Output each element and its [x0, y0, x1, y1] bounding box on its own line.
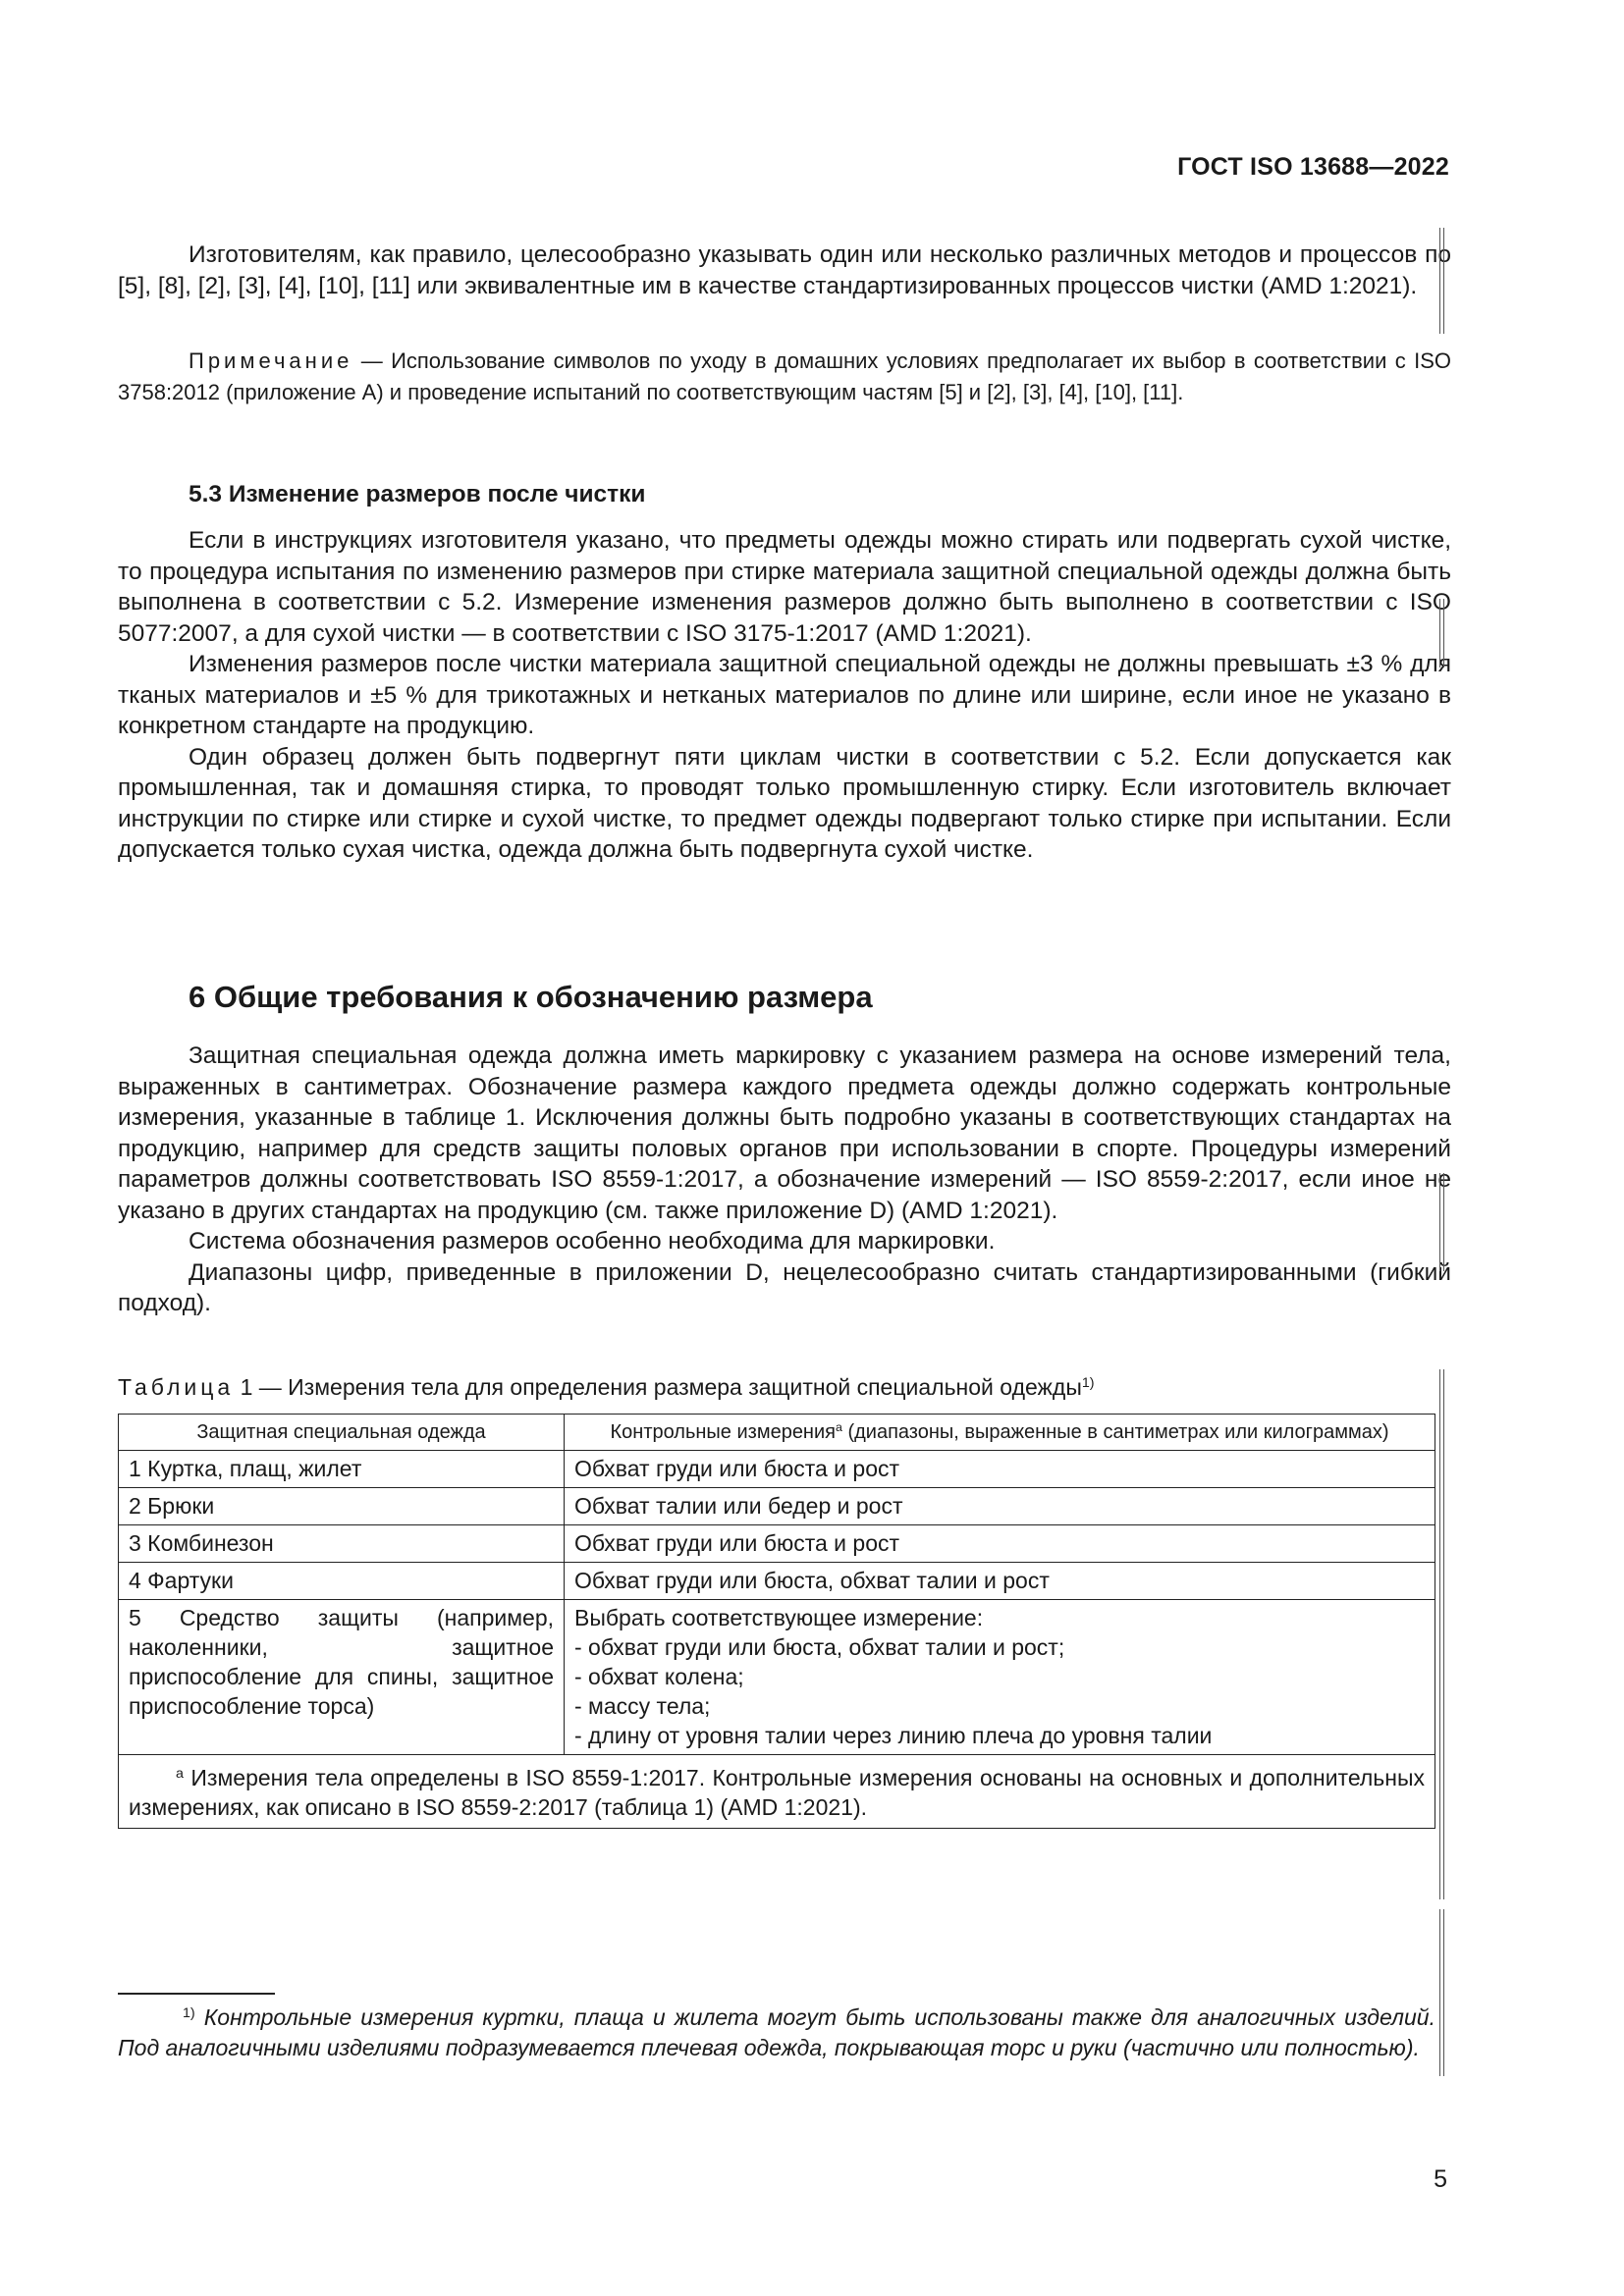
table-header-footnote-ref: a [835, 1420, 842, 1435]
document-id: ГОСТ ISO 13688—2022 [1177, 153, 1449, 181]
section-6-para-2: Система обозначения размеров особенно необходима для маркировки. [189, 1228, 996, 1255]
table-row [119, 1451, 1435, 1488]
table-cell-measure: Обхват талии или бедер и рост [565, 1488, 1435, 1525]
revision-bar [1439, 1909, 1444, 2076]
section-5-3-body [118, 525, 1451, 866]
table-cell-item: 5 Средство защиты (например, наколенники, защитное приспособление для спины, защитное приспособление торса) [119, 1600, 565, 1755]
table-cell-item: 2 Брюки [119, 1488, 565, 1525]
table-cell-measure: Обхват груди или бюста и рост [565, 1525, 1435, 1563]
page-footnote [118, 2002, 1435, 2063]
footnote-separator [118, 1993, 275, 1995]
list-item: - обхват груди или бюста, обхват талии и рост; [574, 1634, 1065, 1660]
table-cell-measure: Обхват груди или бюста и рост [565, 1451, 1435, 1488]
table-footnote [119, 1755, 1435, 1829]
table-cell-item: 3 Комбинезон [119, 1525, 565, 1563]
section-6-para-3: Диапазоны цифр, приведенные в приложении D, нецелесообразно считать стандартизированными (гибкий подход). [118, 1258, 1451, 1316]
table-col2-header: Контрольные измерения$^a$ (диапазоны, выраженные в сантиметрах или килограммах) [565, 1415, 1435, 1451]
list-item: - массу тела; [574, 1693, 711, 1719]
intro-section [118, 240, 1451, 301]
table-cell-item: 4 Фартуки [119, 1563, 565, 1600]
table-cell-measure: Обхват груди или бюста, обхват талии и рост [565, 1563, 1435, 1600]
table-row [119, 1525, 1435, 1563]
list-item: - длину от уровня талии через линию плеча до уровня талии [574, 1723, 1213, 1748]
note-text: — Использование символов по уходу в домашних условиях предполагает их выбор в соответствии с ISO 3758:2012 (приложение A) и проведение испытаний по соответствующим частям [5] и [2], [3], [4], [10], [11]. [118, 348, 1451, 404]
table-caption-text: 1 — Измерения тела для определения размера защитной специальной одежды [234, 1374, 1082, 1400]
revision-bar [1439, 228, 1444, 334]
page-footnote-mark: 1) [183, 2005, 195, 2022]
table-row [119, 1600, 1435, 1755]
revision-bar [1439, 1369, 1444, 1899]
page-number: 5 [1434, 2165, 1447, 2193]
revision-bar [1439, 599, 1444, 667]
note [118, 346, 1451, 408]
table-cell-measure [565, 1600, 1435, 1755]
section-6-title: 6 Общие требования к обозначению размера [189, 980, 873, 1014]
list-item: - обхват колена; [574, 1664, 744, 1689]
table-caption-label: Таблица [118, 1374, 235, 1400]
section-6-para-1: Защитная специальная одежда должна иметь маркировку с указанием размера на основе измерений тела, выраженных в сантиметрах. Обозначение размера каждого предмета одежды должно содержать контрольные измерения, указанные в таблице 1. Исключения должны быть подробно указаны в соответствующих стандартах на продукцию, например для средств защиты половых органов при использовании в спорте. Процедуры измерений параметров должны соответствовать ISO 8559-1:2017, а обозначение измерений — ISO 8559-2:2017, если иное не указано в других стандартах на продукцию (см. также приложение D) (AMD 1:2021). [118, 1042, 1451, 1224]
section-5-3-para-3: Один образец должен быть подвергнут пяти циклам чистки в соответствии с 5.2. Если допускается как промышленная, так и домашняя стирка, то проводят только промышленную стирку. Если изготовитель включает инструкции по стирке или стирке и сухой чистке, то предмет одежды подвергают только стирке при испытании. Если допускается только сухая чистка, одежда должна быть подвергнута сухой чистке. [118, 743, 1451, 863]
table-1 [118, 1414, 1435, 1829]
section-5-3-title: 5.3 Изменение размеров после чистки [189, 481, 646, 507]
table-cell-item: 1 Куртка, плащ, жилет [119, 1451, 565, 1488]
intro-paragraph: Изготовителям, как правило, целесообразно указывать один или несколько различных методов и процессов по [5], [8], [2], [3], [4], [10], [11] или эквивалентные им в качестве стандартизированных процессов чистки (AMD 1:2021). [118, 241, 1451, 299]
table-header-row [119, 1415, 1435, 1451]
note-label: Примечание [189, 348, 353, 373]
section-5-3-para-2: Изменения размеров после чистки материала защитной специальной одежды не должны превышать ±3 % для тканых материалов и ±5 % для трикотажных и нетканых материалов по длине или ширине, если иное не указано в конкретном стандарте на продукцию. [118, 651, 1451, 739]
page-footnote-text: Контрольные измерения куртки, плаща и жилета могут быть использованы также для аналогичных изделий. Под аналогичными изделиями подразумевается плечевая одежда, покрывающая торс и руки (частично или полностью). [118, 2004, 1435, 2060]
revision-bar [1439, 1173, 1444, 1271]
section-5-3-para-1: Если в инструкциях изготовителя указано, что предметы одежды можно стирать или подвергать сухой чистке, то процедура испытания по изменению размеров при стирке материала защитной специальной одежды должна быть выполнена в соответствии с 5.2. Измерение изменения размеров должно быть выполнено в соответствии с ISO 5077:2007, а для сухой чистки — в соответствии с ISO 3175-1:2017 (AMD 1:2021). [118, 527, 1451, 647]
table-footnote-row [119, 1755, 1435, 1829]
table-row [119, 1488, 1435, 1525]
table-caption-footnote-ref: 1) [1081, 1375, 1095, 1392]
table-row [119, 1563, 1435, 1600]
table-caption [118, 1372, 1095, 1402]
table-col1-header: Защитная специальная одежда [119, 1415, 565, 1451]
table-footnote-text: Измерения тела определены в ISO 8559-1:2017. Контрольные измерения основаны на основных и дополнительных измерениях, как описано в ISO 8559-2:2017 (таблица 1) (AMD 1:2021). [129, 1765, 1425, 1820]
section-6-body [118, 1041, 1451, 1319]
table-footnote-mark: a [176, 1766, 184, 1783]
list-item: Выбрать соответствующее измерение: [574, 1605, 984, 1630]
note-paragraph [118, 346, 1451, 408]
